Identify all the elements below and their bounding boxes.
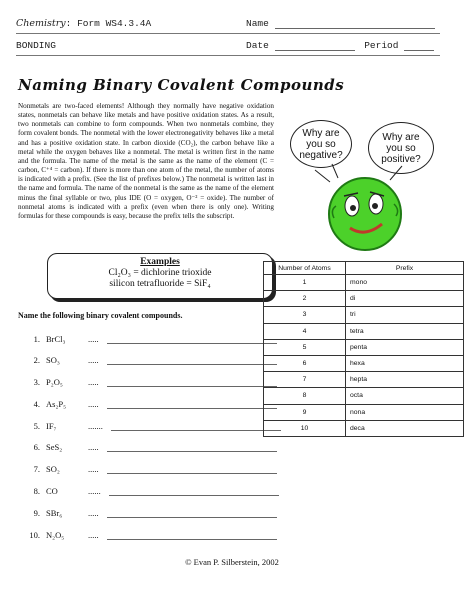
question-number: 3.: [33, 377, 40, 387]
question-formula: SeS₂: [46, 442, 63, 452]
prefix-table: [263, 261, 464, 437]
question-formula: N₂O₅: [46, 530, 65, 540]
left-pupil: [350, 205, 356, 211]
question-number: 5.: [33, 421, 40, 431]
table-row: [264, 388, 464, 404]
question-dots: .....: [88, 442, 99, 452]
question-formula: As₂P₅: [46, 399, 67, 409]
question-row: [18, 438, 277, 452]
answer-blank[interactable]: [107, 355, 277, 365]
answer-blank[interactable]: [107, 442, 277, 452]
question-row: [18, 526, 277, 540]
row-number: 4: [264, 323, 346, 339]
period-label: Period: [364, 40, 399, 51]
right-pupil: [372, 203, 378, 209]
row-prefix: octa: [346, 388, 464, 404]
row-number: 8: [264, 388, 346, 404]
row-prefix: deca: [346, 420, 464, 436]
row-number: 9: [264, 404, 346, 420]
period-blank[interactable]: [404, 41, 434, 51]
answer-blank[interactable]: [107, 377, 277, 387]
example-line-2: silicon tetrafluoride = SiF₄: [109, 279, 211, 289]
question-number: 6.: [33, 442, 40, 452]
col-header-number: Number of Atoms: [264, 262, 346, 275]
copyright-footer: © Evan P. Silberstein, 2002: [185, 557, 279, 567]
row-prefix: hepta: [346, 372, 464, 388]
table-row: [264, 307, 464, 323]
question-formula: BrCl₃: [46, 334, 66, 344]
question-dots: .....: [88, 508, 99, 518]
row-number: 5: [264, 339, 346, 355]
answer-blank[interactable]: [107, 464, 277, 474]
question-row: [18, 373, 277, 387]
row-prefix: tri: [346, 307, 464, 323]
question-dots: .....: [88, 377, 99, 387]
question-number: 4.: [33, 399, 40, 409]
question-formula: P₂O₅: [46, 377, 63, 387]
question-dots: ......: [88, 486, 101, 496]
question-row: [18, 330, 277, 344]
question-dots: .....: [88, 530, 99, 540]
question-number: 2.: [33, 355, 40, 365]
name-blank[interactable]: [275, 19, 435, 29]
question-number: 7.: [33, 464, 40, 474]
chemistry-label: Chemistry: [16, 18, 66, 29]
question-formula: SO₃: [46, 355, 60, 365]
form-label: : Form WS4.3.4A: [65, 18, 152, 29]
row-prefix: mono: [346, 275, 464, 291]
bubble-left-text: Why are you so negative?: [299, 127, 343, 161]
bonding-label: BONDING: [16, 40, 56, 51]
question-row: [18, 482, 279, 496]
answer-blank[interactable]: [107, 399, 277, 409]
answer-blank[interactable]: [107, 530, 277, 540]
date-label: Date: [246, 40, 269, 51]
question-dots: .....: [88, 334, 99, 344]
header-rule-bottom: [16, 55, 440, 56]
answer-blank[interactable]: [111, 421, 281, 431]
question-dots: .......: [88, 421, 103, 431]
table-row: [264, 339, 464, 355]
bubble-right-text: Why are you so positive?: [381, 131, 421, 165]
name-label: Name: [246, 18, 269, 29]
form-id: [16, 18, 151, 29]
question-row: [18, 417, 281, 431]
question-number: 9.: [33, 508, 40, 518]
row-number: 7: [264, 372, 346, 388]
name-field[interactable]: [246, 18, 435, 29]
header-rule-top: [16, 33, 440, 34]
date-field[interactable]: [246, 40, 434, 51]
question-row: [18, 395, 277, 409]
face-circle: [329, 178, 401, 250]
intro-paragraph: Nonmetals are two-faced elements! Although they normally have negative oxidation states, nonmetals can behave like metals and have positive oxidation states. As a result, two nonmetals can combine to form compounds. When two nonmetals combine, they form covalent bonds. The nonmetal with the lower electronegativity behaves like a metal and has a positive oxidation state. In carbon dioxide (CO₂), the carbon behave like a metal while the oxygen behaves like a nonmetal. The metal is written first in the name and the formula. The name of the metal is the same as the name of the element (C = carbon, C⁺⁴ = carbon). If there is more than one atom of the metal, the number of atoms is indicated with a prefix. (See the list of prefixes below.) The nonmetal is written last in the name and formula. The name of the nonmetal is the same as the name of the element minus the final syllable or two, plus IDE (O = oxygen, O⁻² = oxide). The number of nonmetal atoms is indicated with a prefix (even when there is only one). Writing formulas for these compounds is easy, because the prefix tells the subscript.: [18, 102, 274, 220]
bubble-tail-right: [390, 166, 402, 180]
col-header-prefix: Prefix: [346, 262, 464, 275]
row-number: 3: [264, 307, 346, 323]
table-row: [264, 372, 464, 388]
row-number: 6: [264, 355, 346, 371]
table-row: [264, 291, 464, 307]
question-number: 10.: [29, 530, 40, 540]
answer-blank[interactable]: [109, 486, 279, 496]
question-formula: SBr₆: [46, 508, 63, 518]
table-row: [264, 404, 464, 420]
examples-box: [47, 253, 273, 299]
question-number: 8.: [33, 486, 40, 496]
table-row: [264, 275, 464, 291]
table-row: [264, 323, 464, 339]
question-formula: CO: [46, 486, 58, 496]
page-title: Naming Binary Covalent Compounds: [18, 76, 345, 94]
date-blank[interactable]: [275, 41, 355, 51]
question-dots: .....: [88, 355, 99, 365]
table-row: [264, 420, 464, 436]
question-dots: .....: [88, 399, 99, 409]
row-prefix: tetra: [346, 323, 464, 339]
prefix-table-header: [264, 262, 464, 275]
row-prefix: nona: [346, 404, 464, 420]
question-dots: .....: [88, 464, 99, 474]
row-prefix: penta: [346, 339, 464, 355]
row-prefix: di: [346, 291, 464, 307]
bubble-tail-left: [315, 164, 338, 182]
question-formula: SO₂: [46, 464, 60, 474]
question-number: 1.: [33, 334, 40, 344]
row-number: 1: [264, 275, 346, 291]
question-row: [18, 504, 277, 518]
table-row: [264, 355, 464, 371]
row-prefix: hexa: [346, 355, 464, 371]
question-row: [18, 460, 277, 474]
question-row: [18, 351, 277, 365]
answer-blank[interactable]: [107, 334, 277, 344]
row-number: 2: [264, 291, 346, 307]
two-faced-face-icon: [310, 160, 420, 260]
examples-heading: Examples: [140, 257, 180, 267]
answer-blank[interactable]: [107, 508, 277, 518]
row-number: 10: [264, 420, 346, 436]
instructions: Name the following binary covalent compounds.: [18, 311, 183, 320]
example-line-1: Cl₂O₃ = dichlorine trioxide: [108, 268, 212, 278]
question-formula: IF₇: [46, 421, 57, 431]
